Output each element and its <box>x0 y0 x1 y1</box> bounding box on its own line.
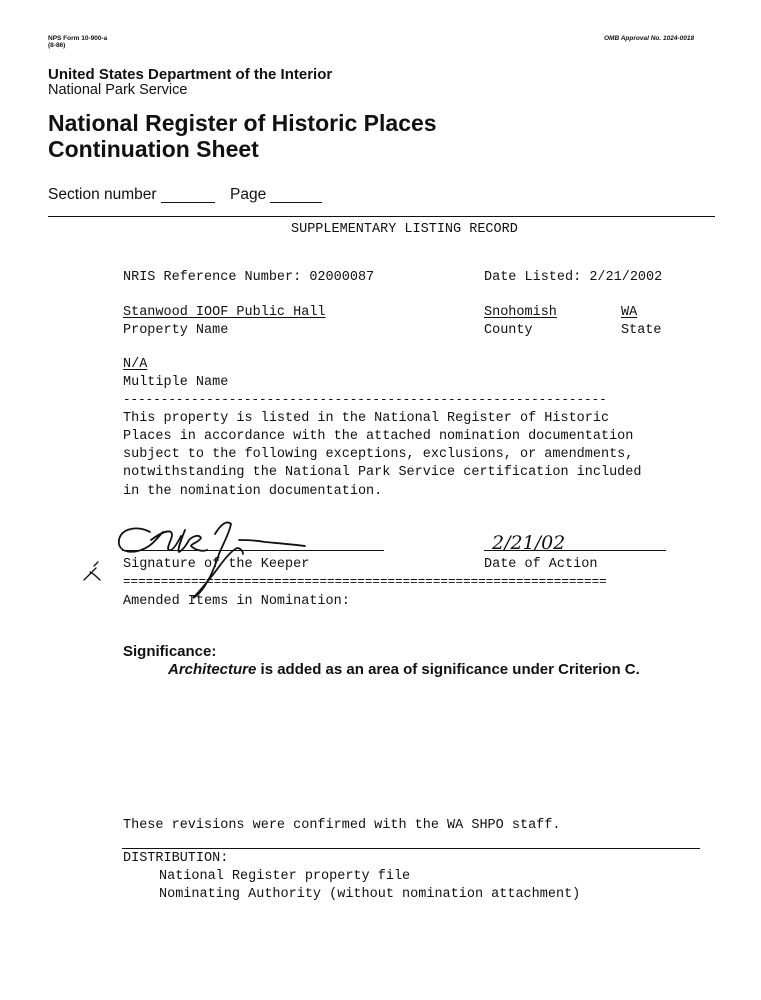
confirmation-note: These revisions were confirmed with the WA SHPO staff. <box>123 818 561 833</box>
page-blank <box>270 202 322 203</box>
date-listed: Date Listed: 2/21/2002 <box>484 270 663 285</box>
date-line <box>484 550 666 551</box>
statement-line: subject to the following exceptions, exclusions, or amendments, <box>123 447 634 462</box>
amended-items-label: Amended Items in Nomination: <box>123 594 350 609</box>
statement-line: notwithstanding the National Park Service certification included <box>123 465 642 480</box>
distribution-item: National Register property file <box>159 869 411 884</box>
significance-heading: Significance: <box>123 643 217 660</box>
multiple-name: N/A <box>123 357 148 372</box>
county: Snohomish <box>484 305 557 320</box>
statement-line: This property is listed in the National Register of Historic <box>123 411 610 426</box>
distribution-label: DISTRIBUTION: <box>123 851 229 866</box>
department-name: United States Department of the Interior <box>48 66 333 83</box>
state-label: State <box>621 323 662 338</box>
record-heading: SUPPLEMENTARY LISTING RECORD <box>291 222 518 237</box>
county-label: County <box>484 323 533 338</box>
omb-approval: OMB Approval No. 1024-0018 <box>604 35 695 42</box>
signature-line <box>122 550 384 551</box>
state: WA <box>621 305 638 320</box>
nris-reference: NRIS Reference Number: 02000087 <box>123 270 375 285</box>
date-of-action-label: Date of Action <box>484 557 598 572</box>
page-label: Page <box>230 186 267 203</box>
significance-statement: is added as an area of significance under Criterion C. <box>256 661 640 678</box>
date-of-action-value: 2/21/02 <box>492 532 566 554</box>
section-number-label: Section number <box>48 186 157 203</box>
service-name: National Park Service <box>48 82 188 98</box>
equals-divider: ================================================================ <box>123 575 607 589</box>
distribution-divider <box>122 848 700 849</box>
multiple-name-label: Multiple Name <box>123 375 229 390</box>
statement-line: Places in accordance with the attached nomination documentation <box>123 429 634 444</box>
dash-divider: ---------------------------------------------------------------- <box>123 393 607 407</box>
signature-label: Signature of the Keeper <box>123 557 310 572</box>
header-divider <box>48 216 715 217</box>
statement-line: in the nomination documentation. <box>123 484 383 499</box>
property-name-label: Property Name <box>123 323 229 338</box>
significance-emphasis: Architecture <box>168 661 257 678</box>
document-title: National Register of Historic Places <box>48 110 437 136</box>
distribution-item: Nominating Authority (without nomination attachment) <box>159 887 581 902</box>
document-subtitle: Continuation Sheet <box>48 136 259 162</box>
form-number: NPS Form 10-900-a (8-86) <box>48 35 108 49</box>
section-number-blank <box>161 202 215 203</box>
property-name: Stanwood IOOF Public Hall <box>123 305 326 320</box>
significance-text <box>168 661 640 678</box>
check-mark-icon <box>80 560 108 584</box>
